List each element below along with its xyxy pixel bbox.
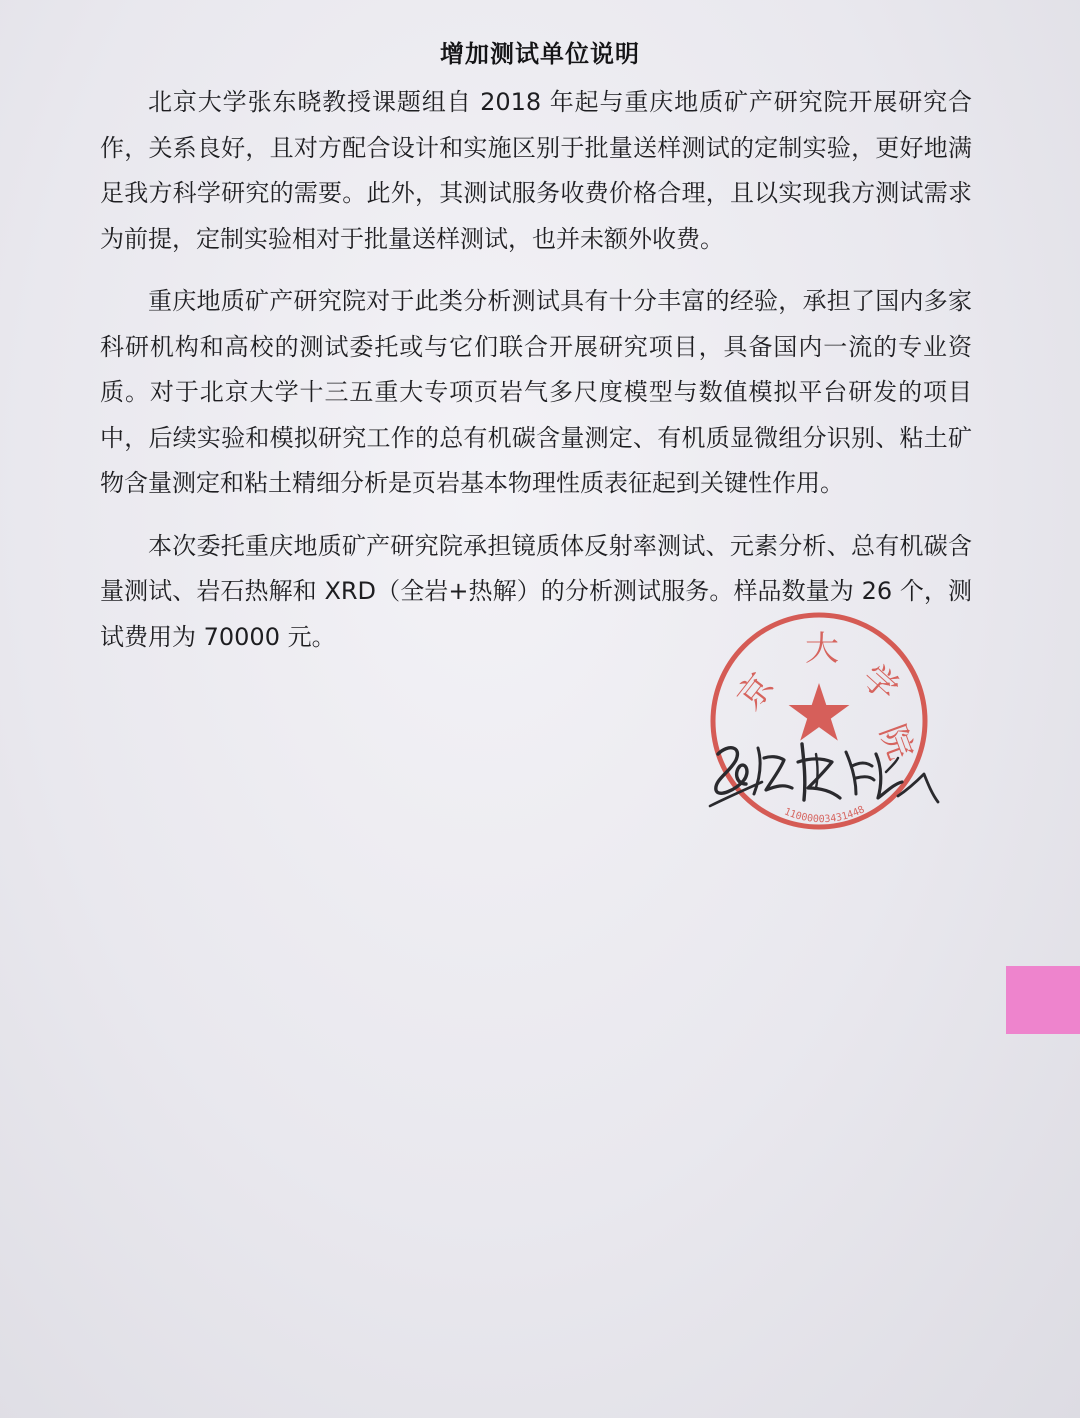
handwritten-signature [706,732,942,818]
seal-char-1: 京 [729,666,783,718]
paragraph-1: 北京大学张东晓教授课题组自 2018 年起与重庆地质矿产研究院开展研究合作，关系良好，且对方配合设计和实施区别于批量送样测试的定制实验，更好地满足我方科学研究的需要。此外，其测试服务收费价格合理，且以实现我方测试需求为前提，定制实验相对于批量送样测试，也并未额外收费。 [100,88,972,253]
seal-char-2: 大 [805,629,839,669]
seal-number-text: 11000003431448 [782,804,867,826]
pink-sticky-tab [1006,966,1080,1034]
document-body [100,80,972,677]
document-title: 增加测试单位说明 [440,40,640,68]
paragraph-3: 本次委托重庆地质矿产研究院承担镜质体反射率测试、元素分析、总有机碳含量测试、岩石热解和 XRD（全岩+热解）的分析测试服务。样品数量为 26 个，测试费用为 70000 元。 [100,531,972,651]
seal-char-4: 院 [871,719,921,766]
seal-char-3: 学 [853,656,907,710]
paragraph-2: 重庆地质矿产研究院对于此类分析测试具有十分丰富的经验，承担了国内多家科研机构和高校的测试委托或与它们联合开展研究项目，具备国内一流的专业资质。对于北京大学十三五重大专项页岩气多尺度模型与数值模拟平台研发的项目中，后续实验和模拟研究工作的总有机碳含量测定、有机质显微组分识别、粘土矿物含量测定和粘土精细分析是页岩基本物理性质表征起到关键性作用。 [100,287,972,497]
